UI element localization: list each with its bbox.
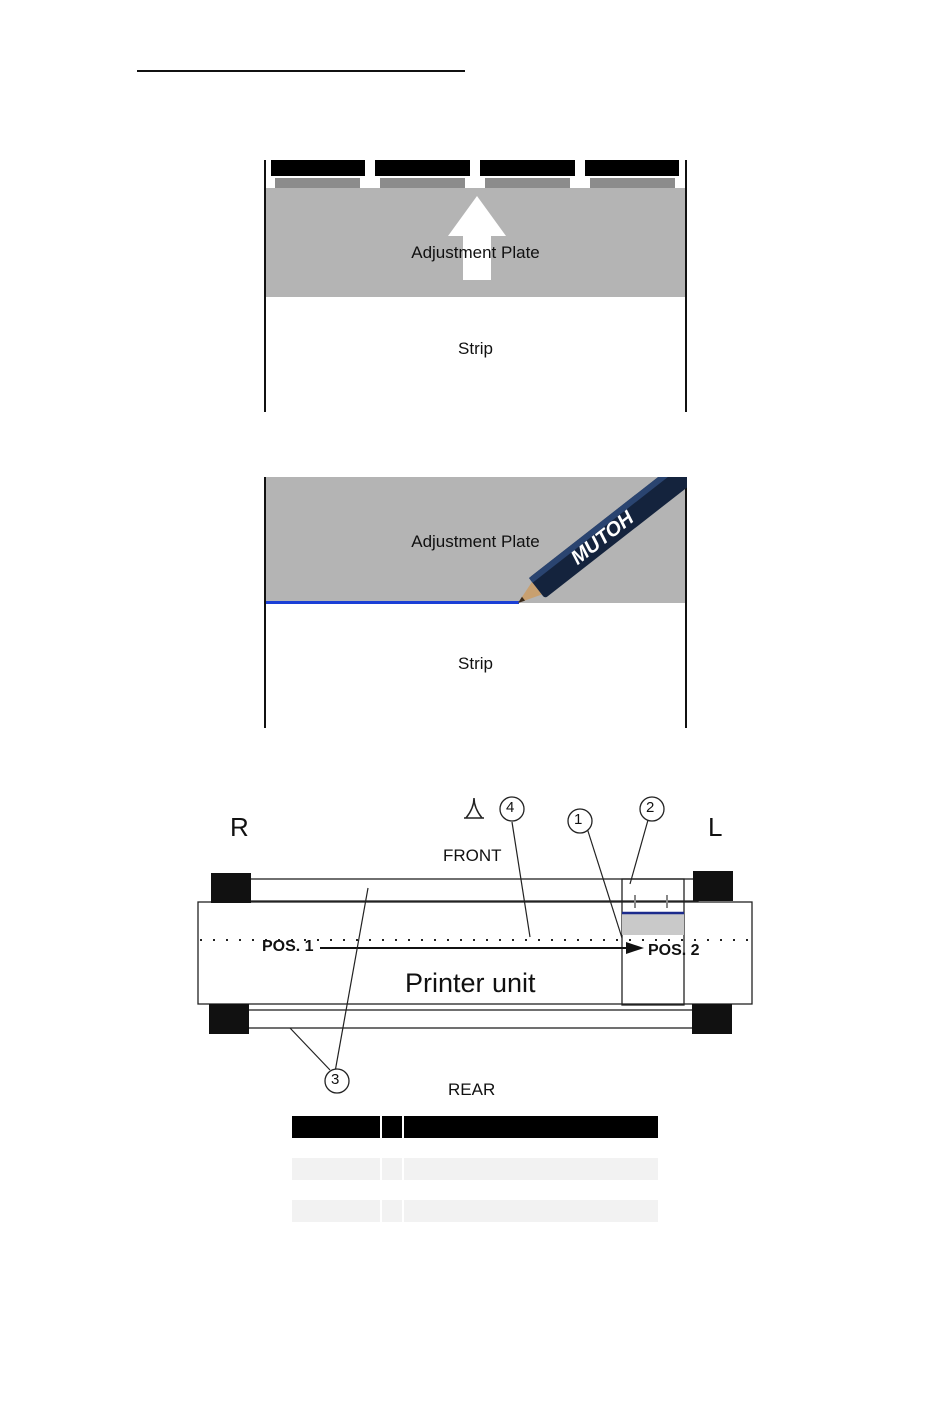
corner-block xyxy=(692,1004,732,1034)
corner-block xyxy=(211,873,251,903)
pos2-label: POS. 2 xyxy=(648,942,700,959)
table-header-row xyxy=(292,1116,658,1138)
table-header-cell xyxy=(404,1116,658,1138)
pos1-label: POS. 1 xyxy=(262,938,314,955)
print-head-shadow xyxy=(590,178,675,188)
rear-label: REAR xyxy=(448,1080,496,1099)
eye-view-icon xyxy=(464,798,484,818)
callout-3: 3 xyxy=(331,1071,340,1088)
print-head-block xyxy=(375,160,470,176)
printer-unit-label: Printer unit xyxy=(405,968,536,998)
table-cell xyxy=(404,1158,658,1180)
adjustment-plate-label: Adjustment Plate xyxy=(411,243,540,262)
left-side-label: L xyxy=(708,812,723,842)
figure-marking-strip xyxy=(264,477,687,728)
print-head-block xyxy=(480,160,575,176)
print-head-block xyxy=(585,160,679,176)
marker-line xyxy=(266,601,519,604)
figure-adjustment-plate-push xyxy=(264,160,687,412)
table-cell xyxy=(382,1200,402,1222)
right-guide-line xyxy=(685,160,687,412)
rear-rail xyxy=(248,1010,698,1028)
print-head-shadow xyxy=(380,178,465,188)
print-head-shadow xyxy=(275,178,360,188)
front-label: FRONT xyxy=(443,846,502,865)
table-cell xyxy=(292,1158,380,1180)
parts-table xyxy=(292,1116,658,1242)
adjustment-plate-label: Adjustment Plate xyxy=(411,532,540,551)
carriage-plate xyxy=(622,913,684,935)
table-row xyxy=(292,1158,658,1180)
print-head-block xyxy=(271,160,365,176)
pen-brand-text: MUTOH xyxy=(567,507,639,570)
figure-printer-top-view xyxy=(190,790,770,1110)
callout-2: 2 xyxy=(646,799,655,816)
section-heading-rule xyxy=(137,70,465,72)
strip-label: Strip xyxy=(458,339,493,358)
table-cell xyxy=(404,1200,658,1222)
table-header-cell xyxy=(292,1116,380,1138)
table-cell xyxy=(382,1158,402,1180)
print-head-shadow xyxy=(485,178,570,188)
marker-pen-icon xyxy=(512,477,687,607)
callout-4: 4 xyxy=(506,799,515,816)
right-side-label: R xyxy=(230,812,249,842)
up-arrow-icon xyxy=(448,196,506,282)
table-header-cell xyxy=(382,1116,402,1138)
corner-block xyxy=(209,1004,249,1034)
table-cell xyxy=(292,1200,380,1222)
callout-1: 1 xyxy=(574,811,583,828)
corner-block xyxy=(693,871,733,901)
strip-label: Strip xyxy=(458,654,493,673)
table-row xyxy=(292,1200,658,1222)
